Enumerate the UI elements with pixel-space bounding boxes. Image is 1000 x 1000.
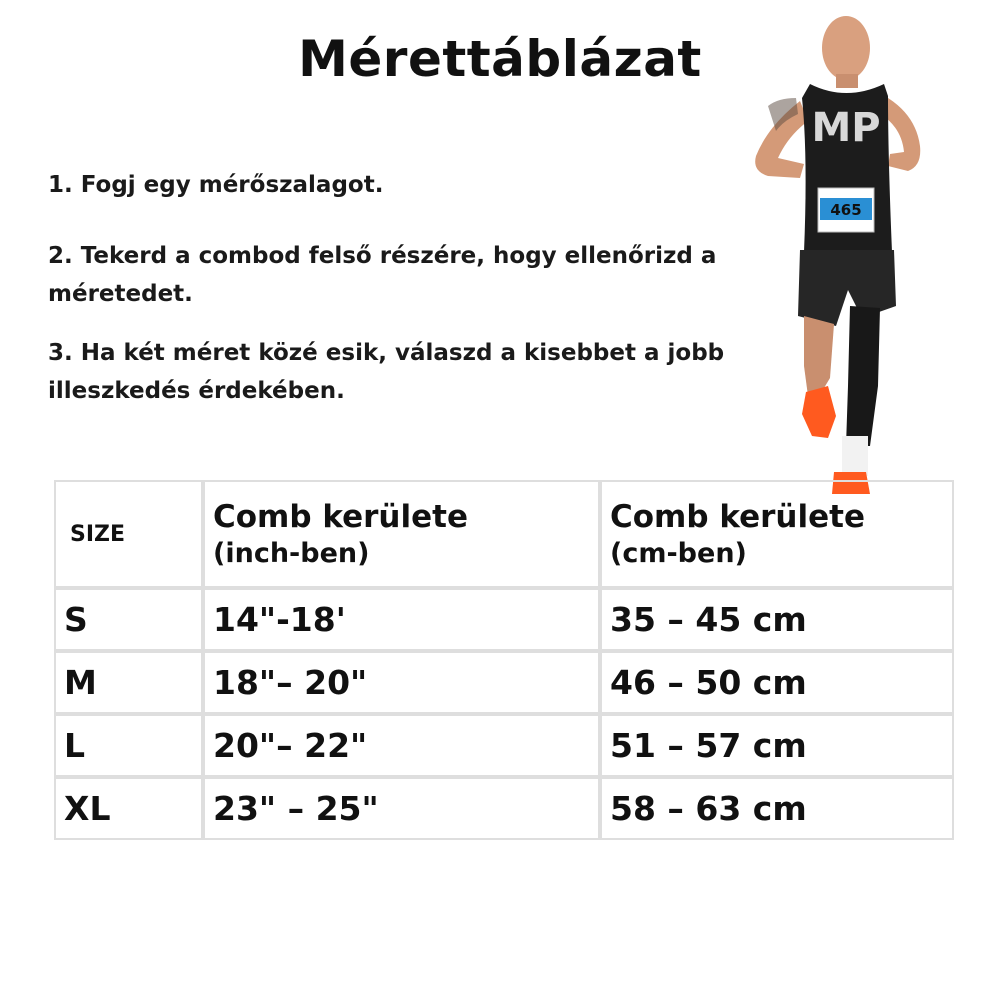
- size-cell: XL: [54, 777, 203, 840]
- table-header-row: [54, 480, 954, 588]
- inch-cell: 14"-18': [203, 588, 600, 651]
- table-row: [54, 651, 954, 714]
- table-row: [54, 714, 954, 777]
- table-row: [54, 777, 954, 840]
- instruction-step-2: 2. Tekerd a combod felső részére, hogy ellenőrizd a méretedet.: [48, 243, 717, 307]
- instruction-step-3: 3. Ha két méret közé esik, válaszd a kisebbet a jobb illeszkedés érdekében.: [48, 340, 725, 404]
- header-size: SIZE: [54, 480, 203, 588]
- size-cell: M: [54, 651, 203, 714]
- runner-photo: [738, 6, 938, 496]
- size-cell: L: [54, 714, 203, 777]
- header-thigh-inch: [203, 480, 600, 588]
- header-thigh-cm-title: Comb kerülete: [610, 499, 865, 535]
- header-thigh-inch-title: Comb kerülete: [213, 499, 468, 535]
- table-row: [54, 588, 954, 651]
- cm-cell: 46 – 50 cm: [600, 651, 954, 714]
- header-thigh-inch-unit: (inch-ben): [213, 538, 370, 569]
- cm-cell: 51 – 57 cm: [600, 714, 954, 777]
- inch-cell: 23" – 25": [203, 777, 600, 840]
- page-title: Mérettáblázat: [298, 30, 702, 88]
- inch-cell: 18"– 20": [203, 651, 600, 714]
- cm-cell: 35 – 45 cm: [600, 588, 954, 651]
- shirt-logo: MP: [811, 105, 881, 151]
- bib-number: 465: [830, 201, 862, 219]
- size-chart-table: [54, 480, 954, 840]
- instruction-step-1: 1. Fogj egy mérőszalagot.: [48, 172, 384, 198]
- size-cell: S: [54, 588, 203, 651]
- header-thigh-cm-unit: (cm-ben): [610, 538, 747, 569]
- inch-cell: 20"– 22": [203, 714, 600, 777]
- cm-cell: 58 – 63 cm: [600, 777, 954, 840]
- header-thigh-cm: [600, 480, 954, 588]
